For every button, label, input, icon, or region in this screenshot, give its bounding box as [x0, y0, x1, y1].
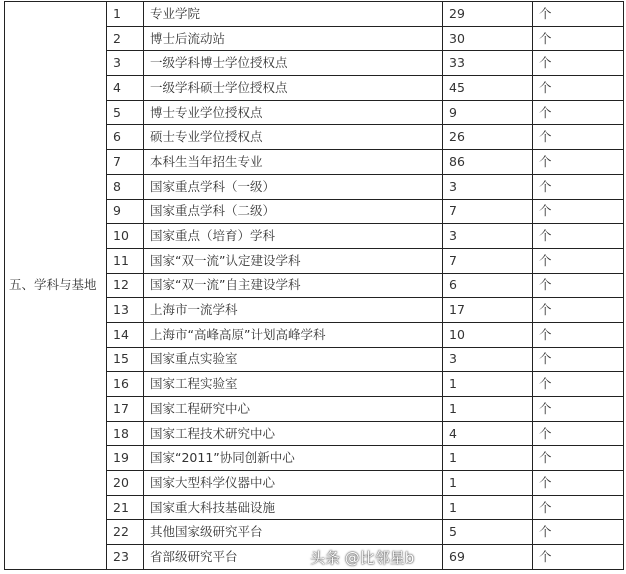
- item-value: 1: [443, 397, 533, 422]
- item-name: 博士后流动站: [144, 26, 443, 51]
- item-value: 69: [443, 545, 533, 570]
- item-value: 1: [443, 446, 533, 471]
- item-unit: 个: [533, 199, 624, 224]
- item-value: 45: [443, 76, 533, 101]
- item-name: 国家“双一流”自主建设学科: [144, 273, 443, 298]
- item-name: 一级学科硕士学位授权点: [144, 76, 443, 101]
- item-name: 国家重大科技基础设施: [144, 495, 443, 520]
- item-name: 一级学科博士学位授权点: [144, 51, 443, 76]
- section-label: 五、学科与基地: [5, 2, 107, 570]
- row-number: 11: [107, 248, 144, 273]
- row-number: 7: [107, 150, 144, 175]
- item-value: 3: [443, 174, 533, 199]
- item-name: 国家“双一流”认定建设学科: [144, 248, 443, 273]
- row-number: 22: [107, 520, 144, 545]
- table-body: [5, 2, 624, 570]
- item-unit: 个: [533, 125, 624, 150]
- item-unit: 个: [533, 51, 624, 76]
- statistics-table: [4, 1, 624, 570]
- item-unit: 个: [533, 397, 624, 422]
- item-unit: 个: [533, 520, 624, 545]
- table-row: [5, 2, 624, 27]
- item-unit: 个: [533, 446, 624, 471]
- item-unit: 个: [533, 100, 624, 125]
- item-unit: 个: [533, 298, 624, 323]
- row-number: 19: [107, 446, 144, 471]
- item-value: 7: [443, 248, 533, 273]
- row-number: 14: [107, 322, 144, 347]
- item-unit: 个: [533, 322, 624, 347]
- item-unit: 个: [533, 471, 624, 496]
- item-unit: 个: [533, 372, 624, 397]
- row-number: 17: [107, 397, 144, 422]
- item-name: 硕士专业学位授权点: [144, 125, 443, 150]
- item-value: 3: [443, 224, 533, 249]
- row-number: 10: [107, 224, 144, 249]
- row-number: 8: [107, 174, 144, 199]
- row-number: 16: [107, 372, 144, 397]
- item-value: 9: [443, 100, 533, 125]
- row-number: 5: [107, 100, 144, 125]
- watermark: 头条 @比邻星b: [310, 549, 415, 567]
- item-value: 26: [443, 125, 533, 150]
- item-unit: 个: [533, 273, 624, 298]
- item-unit: 个: [533, 545, 624, 570]
- item-name: 国家重点实验室: [144, 347, 443, 372]
- row-number: 4: [107, 76, 144, 101]
- item-name: 博士专业学位授权点: [144, 100, 443, 125]
- item-value: 4: [443, 421, 533, 446]
- item-name: 上海市“高峰高原”计划高峰学科: [144, 322, 443, 347]
- item-value: 7: [443, 199, 533, 224]
- row-number: 1: [107, 2, 144, 27]
- item-name: 国家重点（培育）学科: [144, 224, 443, 249]
- item-name: 专业学院: [144, 2, 443, 27]
- item-name: 省部级研究平台: [144, 545, 443, 570]
- item-unit: 个: [533, 26, 624, 51]
- item-unit: 个: [533, 248, 624, 273]
- item-value: 86: [443, 150, 533, 175]
- item-name: 国家工程实验室: [144, 372, 443, 397]
- row-number: 12: [107, 273, 144, 298]
- item-value: 1: [443, 471, 533, 496]
- item-value: 1: [443, 372, 533, 397]
- item-unit: 个: [533, 150, 624, 175]
- row-number: 21: [107, 495, 144, 520]
- row-number: 20: [107, 471, 144, 496]
- item-name: 国家工程技术研究中心: [144, 421, 443, 446]
- item-name: 本科生当年招生专业: [144, 150, 443, 175]
- item-name: 国家大型科学仪器中心: [144, 471, 443, 496]
- item-unit: 个: [533, 495, 624, 520]
- row-number: 15: [107, 347, 144, 372]
- item-value: 33: [443, 51, 533, 76]
- item-unit: 个: [533, 174, 624, 199]
- item-unit: 个: [533, 224, 624, 249]
- row-number: 13: [107, 298, 144, 323]
- item-value: 30: [443, 26, 533, 51]
- item-name: 国家“2011”协同创新中心: [144, 446, 443, 471]
- row-number: 23: [107, 545, 144, 570]
- item-value: 3: [443, 347, 533, 372]
- item-name: 国家重点学科（一级）: [144, 174, 443, 199]
- item-unit: 个: [533, 2, 624, 27]
- item-name: 上海市一流学科: [144, 298, 443, 323]
- item-name: 国家工程研究中心: [144, 397, 443, 422]
- row-number: 6: [107, 125, 144, 150]
- item-value: 1: [443, 495, 533, 520]
- item-value: 10: [443, 322, 533, 347]
- row-number: 2: [107, 26, 144, 51]
- item-value: 6: [443, 273, 533, 298]
- item-value: 5: [443, 520, 533, 545]
- row-number: 3: [107, 51, 144, 76]
- row-number: 18: [107, 421, 144, 446]
- item-value: 17: [443, 298, 533, 323]
- item-unit: 个: [533, 347, 624, 372]
- item-name: 其他国家级研究平台: [144, 520, 443, 545]
- item-unit: 个: [533, 421, 624, 446]
- item-unit: 个: [533, 76, 624, 101]
- row-number: 9: [107, 199, 144, 224]
- item-name: 国家重点学科（二级）: [144, 199, 443, 224]
- item-value: 29: [443, 2, 533, 27]
